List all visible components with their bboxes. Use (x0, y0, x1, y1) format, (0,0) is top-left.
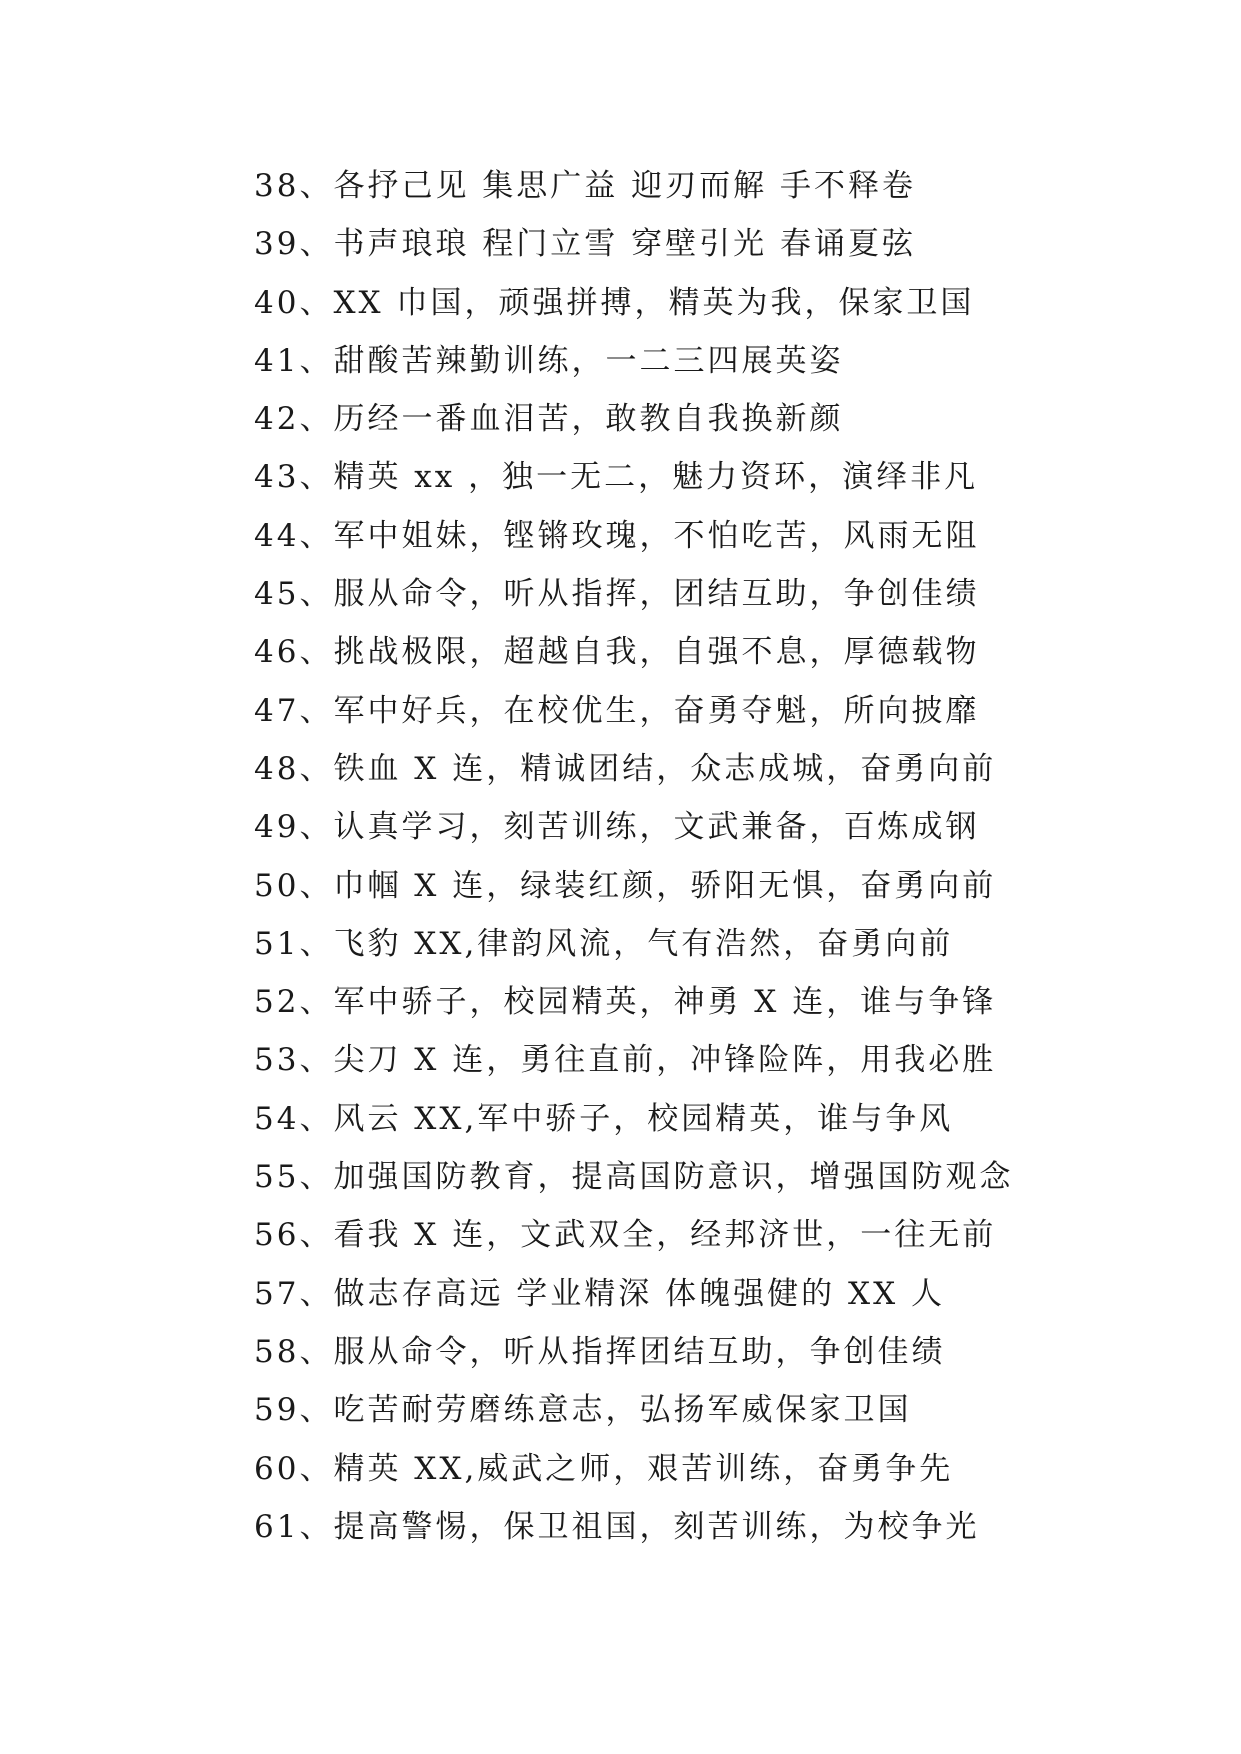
list-item: 49、认真学习，刻苦训练，文武兼备，百炼成钢 (254, 809, 980, 846)
list-item: 47、军中好兵，在校优生，奋勇夺魁，所向披靡 (254, 692, 980, 729)
list-item: 40、XX 巾国，顽强拼搏，精英为我，保家卫国 (254, 284, 975, 321)
list-item: 58、服从命令，听从指挥团结互助，争创佳绩 (254, 1333, 946, 1370)
list-item: 42、历经一番血泪苦，敢教自我换新颜 (254, 401, 844, 438)
list-item: 61、提高警惕，保卫祖国，刻苦训练，为校争光 (254, 1508, 980, 1545)
list-item: 44、军中姐妹，铿锵玫瑰，不怕吃苦，风雨无阻 (254, 517, 980, 554)
list-item: 41、甜酸苦辣勤训练，一二三四展英姿 (254, 342, 844, 379)
list-item: 55、加强国防教育，提高国防意识，增强国防观念 (254, 1159, 1014, 1196)
list-item: 53、尖刀 X 连，勇往直前，冲锋险阵，用我必胜 (254, 1042, 997, 1079)
list-item: 52、军中骄子，校园精英，神勇 X 连，谁与争锋 (254, 984, 997, 1021)
list-item: 50、巾帼 X 连，绿装红颜，骄阳无惧，奋勇向前 (254, 867, 997, 904)
list-item: 60、精英 XX,威武之师，艰苦训练，奋勇争先 (254, 1450, 954, 1487)
list-item: 54、风云 XX,军中骄子，校园精英，谁与争风 (254, 1100, 954, 1137)
list-item: 59、吃苦耐劳磨练意志，弘扬军威保家卫国 (254, 1392, 912, 1429)
list-item: 38、各抒己见 集思广益 迎刃而解 手不释卷 (254, 168, 917, 204)
slogan-list (254, 157, 1013, 1556)
list-item: 46、挑战极限，超越自我，自强不息，厚德载物 (254, 634, 980, 671)
list-item: 39、书声琅琅 程门立雪 穿壁引光 春诵夏弦 (254, 226, 917, 263)
list-item: 43、精英 xx ，独一无二，魅力资环，演绎非凡 (254, 459, 979, 496)
list-item: 56、看我 X 连，文武双全，经邦济世，一往无前 (254, 1217, 997, 1254)
list-item: 48、铁血 X 连，精诚团结，众志成城，奋勇向前 (254, 750, 997, 787)
list-item: 51、飞豹 XX,律韵风流，气有浩然，奋勇向前 (254, 925, 954, 962)
list-item: 45、服从命令，听从指挥，团结互助，争创佳绩 (254, 576, 980, 613)
list-item: 57、做志存高远 学业精深 体魄强健的 XX 人 (254, 1275, 945, 1312)
